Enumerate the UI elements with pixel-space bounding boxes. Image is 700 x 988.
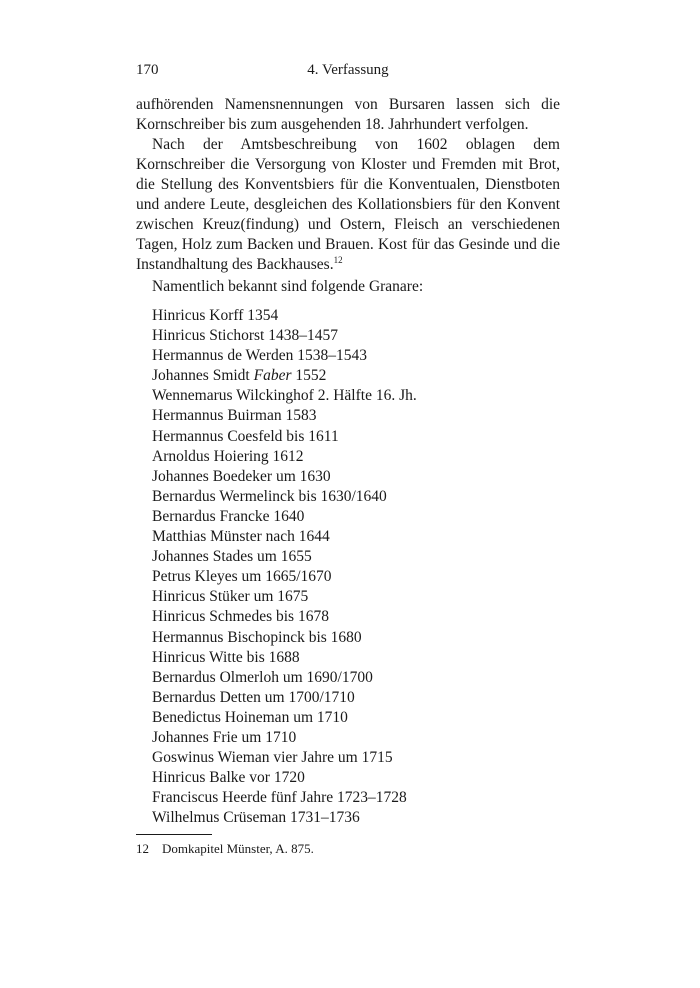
- footnote-number: 12: [136, 841, 149, 856]
- granar-list-item: [152, 507, 552, 527]
- footnote-text: Domkapitel Münster, A. 875.: [162, 841, 314, 856]
- list-intro: Namentlich bekannt sind folgende Granare:: [152, 278, 424, 295]
- granar-name: Goswinus Wieman vier Jahre um 1715: [152, 749, 393, 767]
- footnote-reference[interactable]: 12: [333, 254, 343, 265]
- granar-name: Johannes Smidt: [152, 367, 254, 385]
- granar-name: Benedictus Hoineman um 1710: [152, 708, 348, 726]
- granar-list: [152, 306, 552, 828]
- granar-list-item: [152, 768, 552, 788]
- granar-list-item: [152, 688, 552, 708]
- granar-list-item: [152, 728, 552, 748]
- granar-name: Wilhelmus Crüseman 1731–1736: [152, 809, 360, 827]
- granar-list-item: [152, 748, 552, 768]
- granar-name: Bernardus Olmerloh um 1690/1700: [152, 668, 373, 686]
- granar-list-item: [152, 607, 552, 627]
- granar-name: Hermannus de Werden 1538–1543: [152, 347, 367, 365]
- granar-name: Arnoldus Hoiering 1612: [152, 447, 304, 465]
- granar-name: Bernardus Francke 1640: [152, 507, 305, 525]
- granar-list-item: [152, 628, 552, 648]
- granar-date: 1552: [291, 367, 327, 385]
- granar-list-item: [152, 467, 552, 487]
- granar-epithet: Faber: [253, 367, 292, 385]
- granar-name: Hinricus Witte bis 1688: [152, 648, 300, 666]
- granar-list-item: [152, 527, 552, 547]
- footnote: [136, 840, 314, 858]
- page-number: 170: [136, 62, 159, 78]
- granar-list-item: [152, 648, 552, 668]
- granar-list-item: [152, 487, 552, 507]
- paragraph-continuation: aufhörenden Namensnennungen von Bursaren lassen sich die Kornschreiber bis zum ausgehenden 18. Jahrhundert verfolgen.: [136, 96, 560, 133]
- granar-list-item: [152, 366, 552, 386]
- granar-list-item: [152, 386, 552, 406]
- granar-name: Franciscus Heerde fünf Jahre 1723–1728: [152, 789, 407, 807]
- granar-name: Johannes Boedeker um 1630: [152, 467, 331, 485]
- granar-name: Wennemarus Wilckinghof 2. Hälfte 16. Jh.: [152, 387, 417, 405]
- granar-name: Bernardus Detten um 1700/1710: [152, 688, 355, 706]
- granar-list-item: [152, 547, 552, 567]
- page-header: [136, 62, 560, 84]
- granar-list-item: [152, 306, 552, 326]
- paragraph-text: Nach der Amtsbeschreibung von 1602 oblagen dem Kornschreiber die Versorgung von Kloster und Fremden mit Brot, die Stellung des Konventsbiers für die Konventualen, Dienstboten und andere Leute, desgleichen des Kollationsbiers für den Konvent zwischen Kreuz(findung) und Ostern, Fleisch an verschiedenen Tagen, Holz zum Backen und Brauen. Kost für das Gesinde und die Instandhaltung des Backhauses.: [136, 136, 560, 273]
- granar-name: Hinricus Korff 1354: [152, 307, 279, 324]
- body-text: [136, 95, 560, 275]
- granar-name: Hermannus Buirman 1583: [152, 407, 317, 425]
- granar-name: Hinricus Schmedes bis 1678: [152, 608, 329, 626]
- paragraph-amtsbeschreibung: [136, 135, 560, 275]
- granar-name: Hinricus Balke vor 1720: [152, 769, 305, 787]
- granar-name: Hermannus Coesfeld bis 1611: [152, 427, 339, 445]
- granar-name: Bernardus Wermelinck bis 1630/1640: [152, 487, 387, 505]
- granar-list-item: [152, 587, 552, 607]
- granar-name: Matthias Münster nach 1644: [152, 528, 330, 546]
- granar-list-item: [152, 406, 552, 426]
- granar-list-item: [152, 668, 552, 688]
- granar-list-item: [152, 808, 552, 828]
- granar-name: Johannes Frie um 1710: [152, 728, 297, 746]
- footnote-divider: [136, 834, 212, 835]
- granar-name: Hermannus Bischopinck bis 1680: [152, 628, 362, 646]
- granar-list-item: [152, 427, 552, 447]
- granar-name: Petrus Kleyes um 1665/1670: [152, 568, 332, 586]
- granar-name: Johannes Stades um 1655: [152, 548, 312, 566]
- running-head: 4. Verfassung: [307, 62, 389, 78]
- granar-list-item: [152, 708, 552, 728]
- granar-list-item: [152, 788, 552, 808]
- granar-name: Hinricus Stüker um 1675: [152, 588, 309, 606]
- granar-list-item: [152, 447, 552, 467]
- granar-list-item: [152, 326, 552, 346]
- granar-name: Hinricus Stichorst 1438–1457: [152, 327, 338, 345]
- granar-list-item: [152, 567, 552, 587]
- granar-list-item: [152, 346, 552, 366]
